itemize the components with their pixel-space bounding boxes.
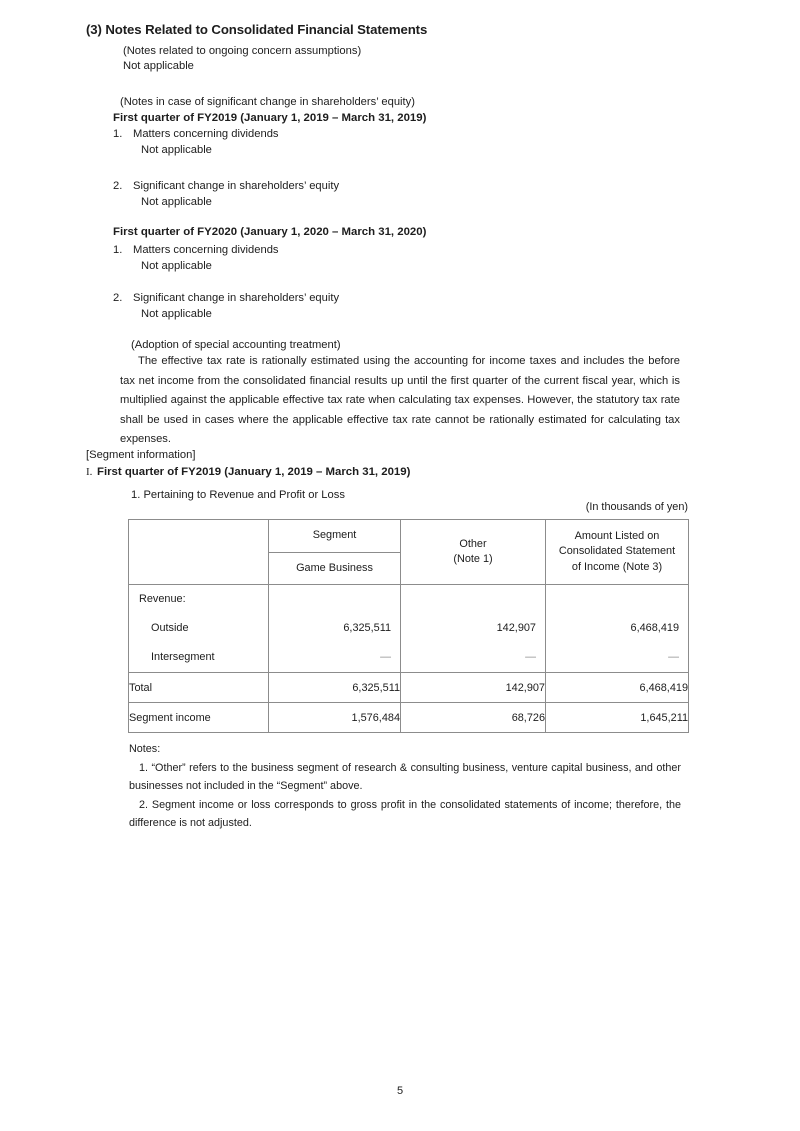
cell-outside-game: 6,325,511 xyxy=(343,622,391,634)
cell-revenue-amount xyxy=(546,585,688,614)
table-notes xyxy=(129,740,681,833)
going-concern-heading: (Notes related to ongoing concern assumptions) xyxy=(123,45,362,57)
fy2019-item-2-label: Significant change in shareholders’ equity xyxy=(133,180,340,192)
cell-outside-amount: 6,468,419 xyxy=(630,622,679,634)
table-row-revenue-group xyxy=(129,585,689,673)
cell-outside-other: 142,907 xyxy=(496,622,536,634)
cell-segment-income-other: 68,726 xyxy=(401,703,546,733)
segment-period-title: First quarter of FY2019 (January 1, 2019 – March 31, 2019) xyxy=(97,466,411,478)
revenue-group-other xyxy=(401,585,546,673)
fy2020-item-1-number: 1. xyxy=(113,244,123,256)
cell-intersegment-game: — xyxy=(380,651,391,663)
row-label-segment-income: Segment income xyxy=(129,703,269,733)
header-amount-line3: of Income (Note 3) xyxy=(571,560,663,573)
special-accounting-paragraph-text: The effective tax rate is rationally estimated using the accounting for income taxes and includes the before tax net income from the consolidated financial results up until the first quarter of the current fiscal year, which is multiplied against the applicable effective tax rate when calculating tax expenses. However, the statutory tax rate shall be used in cases where the applicable effective tax rate cannot be rationally estimated for calculating tax expenses. xyxy=(120,355,680,445)
page-title: (3) Notes Related to Consolidated Financial Statements xyxy=(86,22,428,37)
header-amount-line1: Amount Listed on xyxy=(574,529,660,542)
header-amount-listed xyxy=(546,520,689,585)
fy2019-item-1-body: Not applicable xyxy=(141,144,212,156)
cell-total-amount: 6,468,419 xyxy=(546,673,689,703)
cell-revenue-game xyxy=(269,585,400,614)
fy2020-item-1-body: Not applicable xyxy=(141,260,212,272)
segment-subsection-title: 1. Pertaining to Revenue and Profit or Loss xyxy=(131,489,345,501)
cell-segment-income-amount: 1,645,211 xyxy=(546,703,689,733)
fy2020-item-2-body: Not applicable xyxy=(141,308,212,320)
note-1-text: 1. “Other” refers to the business segment of research & consulting business, venture capital business, and other businesses not included in the “Segment” above. xyxy=(129,761,681,793)
note-2-text: 2. Segment income or loss corresponds to gross profit in the consolidated statements of income; therefore, the difference is not adjusted. xyxy=(129,798,681,830)
header-amount-line2: Consolidated Statement xyxy=(558,545,676,558)
header-segment-group: Segment xyxy=(269,520,401,553)
fy2019-item-2-body: Not applicable xyxy=(141,196,212,208)
cell-intersegment-other: — xyxy=(525,651,536,663)
note-2 xyxy=(129,796,681,833)
shareholders-equity-heading: (Notes in case of significant change in shareholders’ equity) xyxy=(120,96,415,108)
header-other-line1: Other xyxy=(459,537,487,550)
segment-table-head xyxy=(129,520,689,585)
row-label-revenue: Revenue: xyxy=(139,593,186,605)
header-blank-corner xyxy=(129,520,269,585)
fy2020-item-2-number: 2. xyxy=(113,292,123,304)
revenue-group-game xyxy=(269,585,401,673)
notes-title: Notes: xyxy=(129,743,161,755)
header-other xyxy=(401,520,546,585)
segment-table xyxy=(128,519,689,733)
fy2020-item-2-label: Significant change in shareholders’ equity xyxy=(133,292,340,304)
table-row-total xyxy=(129,673,689,703)
special-accounting-heading: (Adoption of special accounting treatment) xyxy=(131,339,341,351)
segment-table-wrapper xyxy=(128,519,688,733)
cell-revenue-other xyxy=(401,585,545,614)
segment-table-body xyxy=(129,585,689,733)
cell-total-other: 142,907 xyxy=(401,673,546,703)
header-game-business: Game Business xyxy=(269,553,401,585)
revenue-group-labels xyxy=(129,585,269,673)
cell-total-game: 6,325,511 xyxy=(269,673,401,703)
revenue-group-amount xyxy=(546,585,689,673)
row-label-outside: Outside xyxy=(151,622,189,634)
page-number: 5 xyxy=(396,1085,404,1097)
row-label-intersegment: Intersegment xyxy=(151,651,215,663)
fy2020-item-1-label: Matters concerning dividends xyxy=(133,244,279,256)
period-title-fy2020: First quarter of FY2020 (January 1, 2020 – March 31, 2020) xyxy=(113,226,427,238)
fy2019-item-1-label: Matters concerning dividends xyxy=(133,128,279,140)
table-row-segment-income xyxy=(129,703,689,733)
table-header-row-1 xyxy=(129,520,689,553)
fy2019-item-1-number: 1. xyxy=(113,128,123,140)
special-accounting-paragraph xyxy=(120,352,680,450)
segment-roman-numeral: I. xyxy=(86,466,93,478)
going-concern-body: Not applicable xyxy=(123,60,194,72)
period-title-fy2019: First quarter of FY2019 (January 1, 2019 – March 31, 2019) xyxy=(113,112,427,124)
fy2019-item-2-number: 2. xyxy=(113,180,123,192)
table-units-label: (In thousands of yen) xyxy=(585,501,688,513)
header-other-line2: (Note 1) xyxy=(453,553,493,565)
segment-information-heading: [Segment information] xyxy=(86,449,196,461)
note-1 xyxy=(129,759,681,796)
cell-intersegment-amount: — xyxy=(668,651,679,663)
row-label-total: Total xyxy=(129,673,269,703)
cell-segment-income-game: 1,576,484 xyxy=(269,703,401,733)
